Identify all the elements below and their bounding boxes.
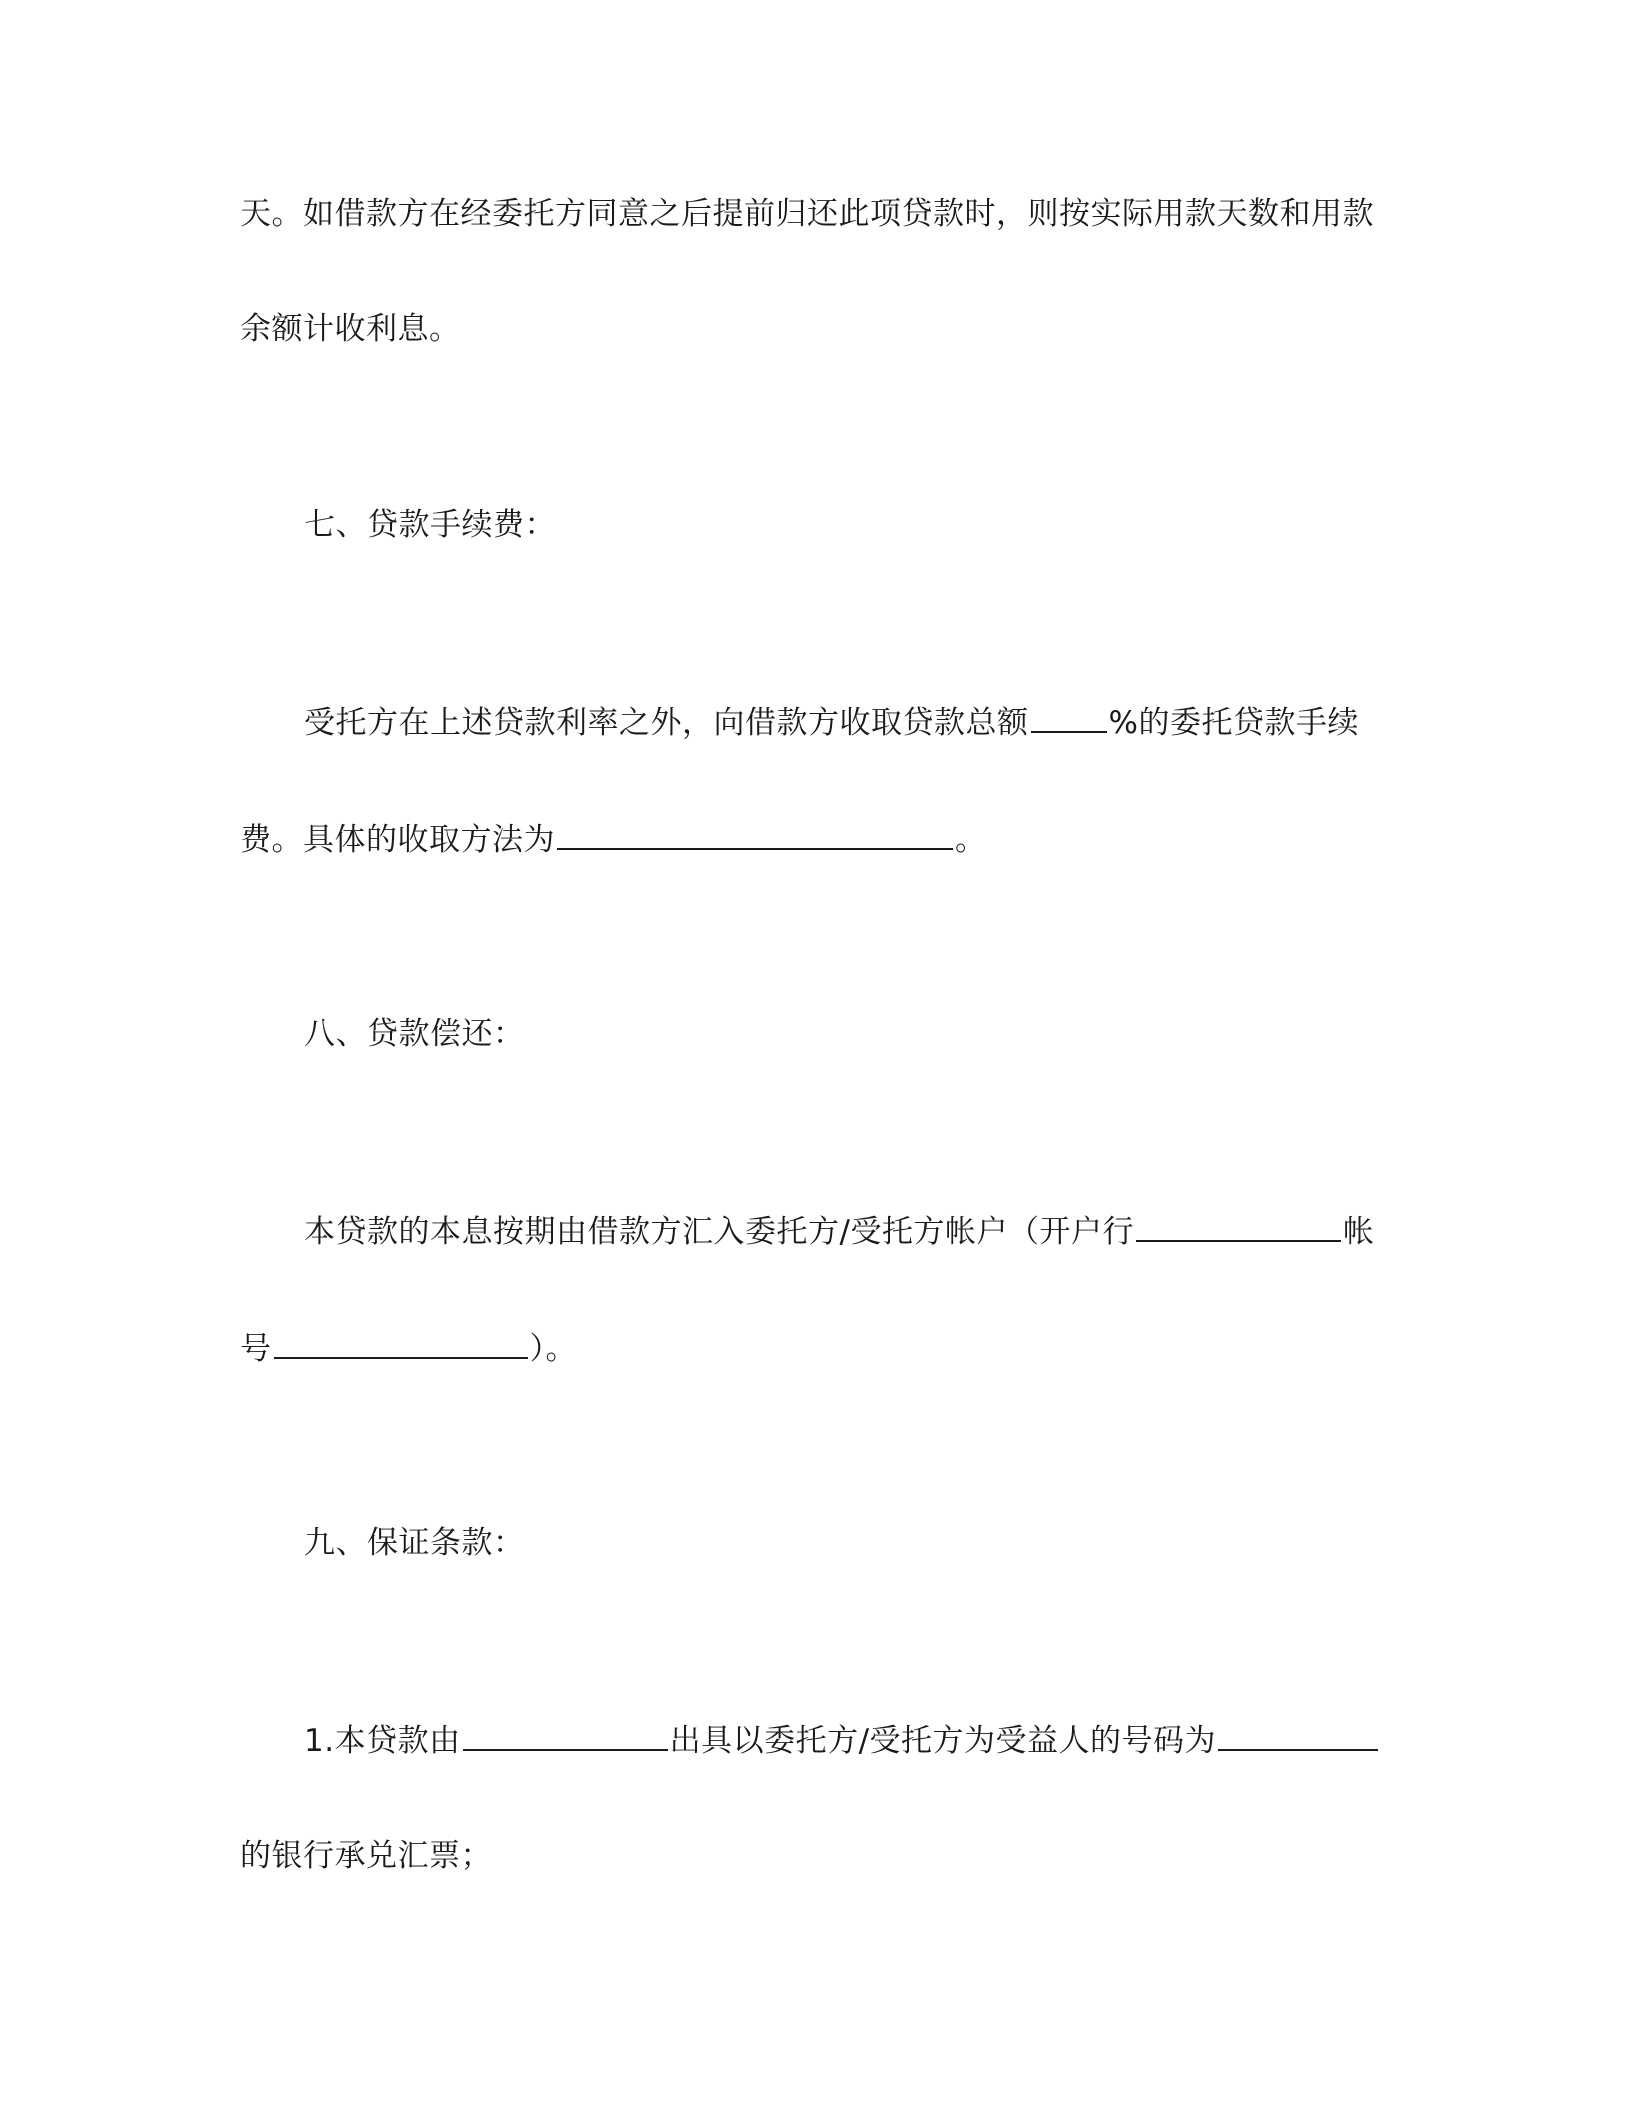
text: 余额计收利息。	[240, 311, 461, 347]
fee-method-blank[interactable]	[557, 818, 953, 850]
text: 。	[955, 822, 987, 858]
heading-text: 九、保证条款：	[304, 1525, 525, 1561]
text: 费。具体的收取方法为	[240, 822, 555, 858]
paragraph-line	[304, 1719, 1380, 1761]
paragraph-line	[240, 309, 461, 349]
guarantor-blank[interactable]	[463, 1719, 668, 1751]
text: 出具以委托方/受托方为受益人的号码为	[669, 1723, 1217, 1759]
bank-name-blank[interactable]	[1136, 1210, 1341, 1242]
text: 1.本贷款由	[304, 1723, 461, 1759]
paragraph-line	[240, 818, 987, 860]
text: 天。如借款方在经委托方同意之后提前归还此项贷款时，则按实际用款天数和用款	[240, 196, 1374, 232]
section-heading-8	[304, 1014, 525, 1054]
text: 号	[240, 1331, 272, 1367]
text: ）。	[529, 1331, 577, 1367]
text: 的银行承兑汇票；	[240, 1838, 492, 1874]
text: 帐	[1342, 1214, 1375, 1250]
section-heading-9	[304, 1523, 525, 1563]
paragraph-line	[304, 1210, 1374, 1252]
heading-text: 八、贷款偿还：	[304, 1016, 525, 1052]
paragraph-line	[240, 1836, 492, 1876]
paragraph-line	[240, 194, 1374, 234]
paragraph-line	[304, 701, 1359, 743]
section-heading-7	[304, 505, 556, 545]
text: 本贷款的本息按期由借款方汇入委托方/受托方帐户（开户行	[304, 1214, 1134, 1250]
fee-rate-blank[interactable]	[1031, 701, 1107, 733]
text: 受托方在上述贷款利率之外，向借款方收取贷款总额	[304, 705, 1029, 741]
text: %的委托贷款手续	[1108, 705, 1359, 741]
account-number-blank[interactable]	[274, 1327, 528, 1359]
draft-number-blank[interactable]	[1218, 1719, 1378, 1751]
heading-text: 七、贷款手续费：	[304, 507, 556, 543]
paragraph-line	[240, 1327, 577, 1369]
